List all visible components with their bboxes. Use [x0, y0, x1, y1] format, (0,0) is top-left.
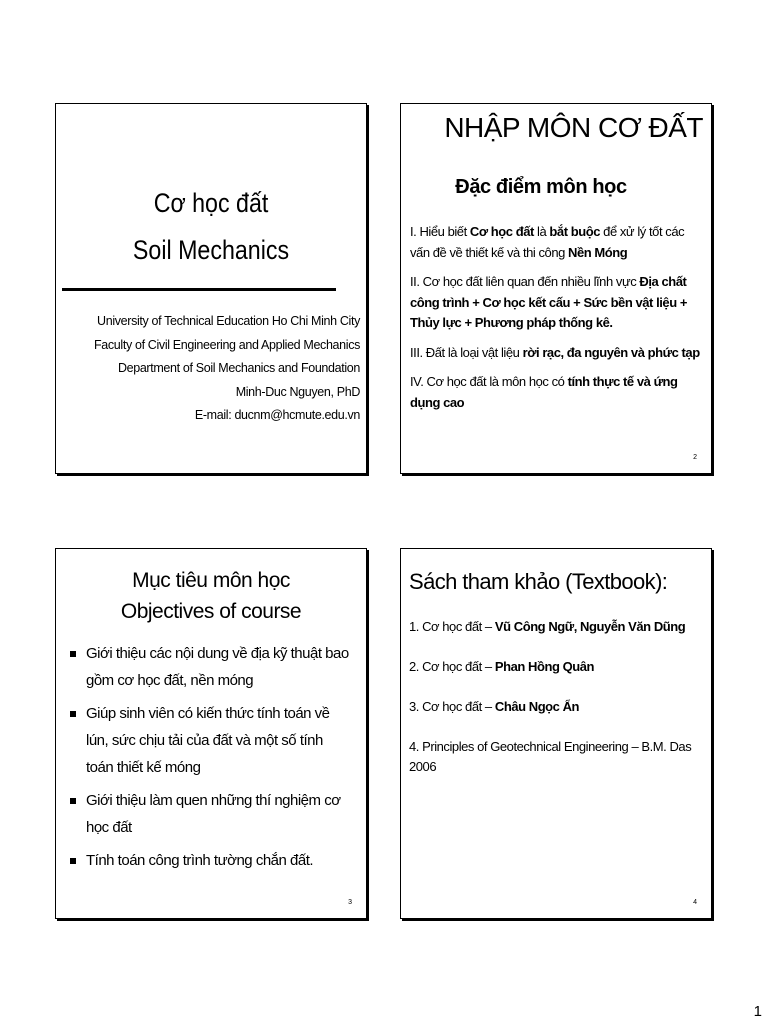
title-english: Soil Mechanics	[132, 235, 290, 265]
slide-heading: NHẬP MÔN CƠ ĐẤT	[444, 112, 703, 143]
author-line: Minh-Duc Nguyen, PhD	[235, 384, 360, 399]
list-item: Giúp sinh viên có kiến thức tính toán về lún, sức chịu tải của đất và một số tính toán thiết kế móng	[70, 700, 352, 781]
author-info	[94, 310, 360, 428]
slide-number: 3	[348, 899, 352, 906]
list-item: 1. Cơ học đất – Vũ Công Ngữ, Nguyễn Văn Dũng	[409, 619, 686, 634]
list-item: Tính toán công trình tường chắn đất.	[70, 847, 352, 874]
slide-2	[400, 103, 712, 474]
university-line: University of Technical Education Ho Chi Minh City	[97, 314, 360, 328]
title-vietnamese: Mục tiêu môn học	[132, 569, 290, 592]
page-number: 1	[753, 1003, 762, 1020]
slide-subheading: Đặc điểm môn học	[455, 176, 627, 198]
list-item: Giới thiệu các nội dung về địa kỹ thuật bao gồm cơ học đất, nền móng	[70, 640, 352, 694]
title-divider	[62, 288, 336, 291]
paragraph-1: I. Hiểu biết Cơ học đất là bắt buộc để xử lý tốt các vấn đề về thiết kế và thi công Nền Móng	[410, 224, 685, 260]
slide-4	[400, 548, 712, 919]
paragraph-2: II. Cơ học đất liên quan đến nhiều lĩnh vực Địa chất công trình + Cơ học kết cấu + Sức bền vật liệu + Thủy lực + Phương pháp thống kê.	[410, 274, 687, 330]
slide-1	[55, 103, 367, 474]
email-line: E-mail: ducnm@hcmute.edu.vn	[194, 408, 360, 422]
bullet-icon	[70, 798, 76, 804]
bullet-icon	[70, 651, 76, 657]
slide-body	[410, 222, 703, 422]
bullet-icon	[70, 711, 76, 717]
list-item: 2. Cơ học đất – Phan Hồng Quân	[409, 659, 595, 674]
slide-title	[56, 565, 366, 627]
objectives-list	[70, 640, 352, 880]
title-vietnamese: Cơ học đất	[153, 188, 269, 218]
list-item: Giới thiệu làm quen những thí nghiệm cơ học đất	[70, 787, 352, 841]
title-english: Objectives of course	[120, 600, 302, 623]
paragraph-4: IV. Cơ học đất là môn học có tính thực tế và ứng dụng cao	[410, 374, 678, 410]
department-line: Department of Soil Mechanics and Foundation	[117, 361, 360, 375]
faculty-line: Faculty of Civil Engineering and Applied Mechanics	[94, 337, 360, 352]
slide-title: Sách tham khảo (Textbook):	[409, 569, 668, 594]
list-item: 4. Principles of Geotechnical Engineering – B.M. Das 2006	[409, 739, 692, 774]
slide-title	[78, 180, 345, 274]
bullet-icon	[70, 858, 76, 864]
paragraph-3: III. Đất là loại vật liệu rời rạc, đa nguyên và phức tạp	[410, 344, 700, 360]
list-item: 3. Cơ học đất – Châu Ngọc Ẩn	[409, 699, 580, 714]
textbook-list	[409, 617, 705, 797]
slide-number: 2	[693, 454, 697, 461]
slide-number: 4	[693, 899, 697, 906]
slide-3	[55, 548, 367, 919]
